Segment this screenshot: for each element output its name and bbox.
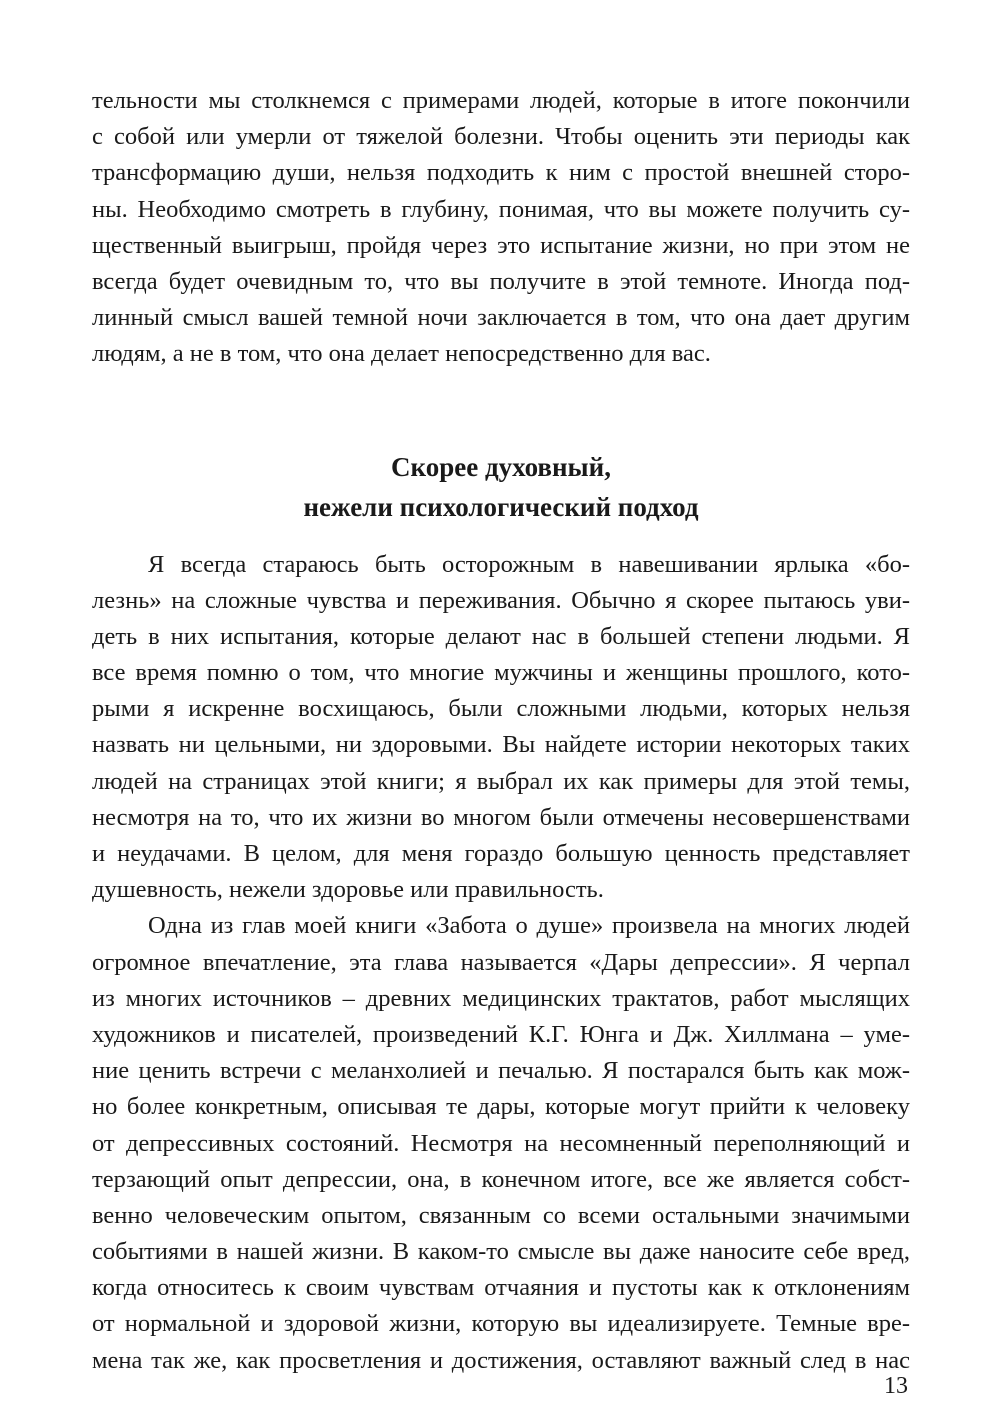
text-line: с собой или умерли от тяжелой болезни. Чтобы оценить эти периоды как — [92, 123, 910, 151]
heading-line-1: Скорее духовный, — [391, 451, 611, 482]
text-line: людям, а не в том, что она делает непосредственно для вас. — [92, 340, 711, 368]
text-line: но более конкретным, описывая те дары, которые могут прийти к человеку — [92, 1093, 910, 1121]
text-line: тельности мы столкнемся с примерами людей, которые в итоге покончили — [92, 87, 910, 114]
text-line: когда относитесь к своим чувствам отчаяния и пустоты как к отклонениям — [92, 1274, 910, 1302]
text-line: Я всегда стараюсь быть осторожным в навешивании ярлыка «бо- — [148, 550, 910, 578]
text-line: мена так же, как просветления и достижения, оставляют важный след в нас — [92, 1346, 910, 1374]
paragraph-2 — [92, 908, 910, 1378]
text-line: событиями в нашей жизни. В каком-то смысле вы даже наносите себе вред, — [92, 1238, 910, 1266]
text-line: и неудачами. В целом, для меня гораздо большую ценность представляет — [92, 840, 910, 867]
text-line: людей на страницах этой книги; я выбрал их как примеры для этой темы, — [92, 767, 910, 795]
text-line: деть в них испытания, которые делают нас в большей степени людьми. Я — [92, 622, 910, 650]
text-line: терзающий опыт депрессии, она, в конечном итоге, все же является собст- — [92, 1165, 910, 1193]
text-line: рыми я искренне восхищаюсь, были сложными людьми, которых нельзя — [92, 695, 910, 723]
text-line: душевность, нежели здоровье или правильность. — [92, 876, 604, 904]
text-line: ние ценить встречи с меланхолией и печалью. Я постарался быть как мож- — [92, 1057, 910, 1085]
text-line: ны. Необходимо смотреть в глубину, понимая, что вы можете получить су- — [92, 195, 910, 223]
text-line: лезнь» на сложные чувства и переживания. Обычно я скорее пытаюсь уви- — [92, 586, 910, 614]
text-line: от нормальной и здоровой жизни, которую вы идеализируете. Темные вре- — [92, 1310, 910, 1338]
page-number: 13 — [884, 1373, 908, 1399]
text-line: щественный выигрыш, пройдя через это испытание жизни, но при этом не — [92, 231, 910, 259]
page-body — [92, 83, 910, 1379]
text-line: линный смысл вашей темной ночи заключается в том, что она дает другим — [92, 304, 910, 332]
text-line: от депрессивных состояний. Несмотря на несомненный переполняющий и — [92, 1129, 910, 1157]
text-line: все время помню о том, что многие мужчины и женщины прошлого, кото- — [92, 659, 910, 687]
text-line: огромное впечатление, эта глава называется «Дары депрессии». Я черпал — [92, 948, 910, 976]
intro-paragraph — [92, 83, 910, 373]
section-heading — [92, 447, 910, 527]
text-line: назвать ни цельными, ни здоровыми. Вы найдете истории некоторых таких — [92, 731, 910, 759]
heading-line-2: нежели психологический подход — [303, 491, 699, 522]
text-line: всегда будет очевидным то, что вы получите в этой темноте. Иногда под- — [92, 267, 910, 295]
paragraph-1 — [92, 547, 910, 909]
text-line: трансформацию души, нельзя подходить к ним с простой внешней сторо- — [92, 159, 910, 187]
text-line: из многих источников – древних медицинских трактатов, работ мыслящих — [92, 984, 910, 1012]
text-line: венно человеческим опытом, связанным со всеми остальными значимыми — [92, 1201, 910, 1229]
text-line: Одна из глав моей книги «Забота о душе» произвела на многих людей — [148, 912, 910, 940]
text-line: несмотря на то, что их жизни во многом были отмечены несовершенствами — [92, 803, 910, 831]
text-line: художников и писателей, произведений К.Г. Юнга и Дж. Хиллмана – уме- — [92, 1020, 910, 1048]
